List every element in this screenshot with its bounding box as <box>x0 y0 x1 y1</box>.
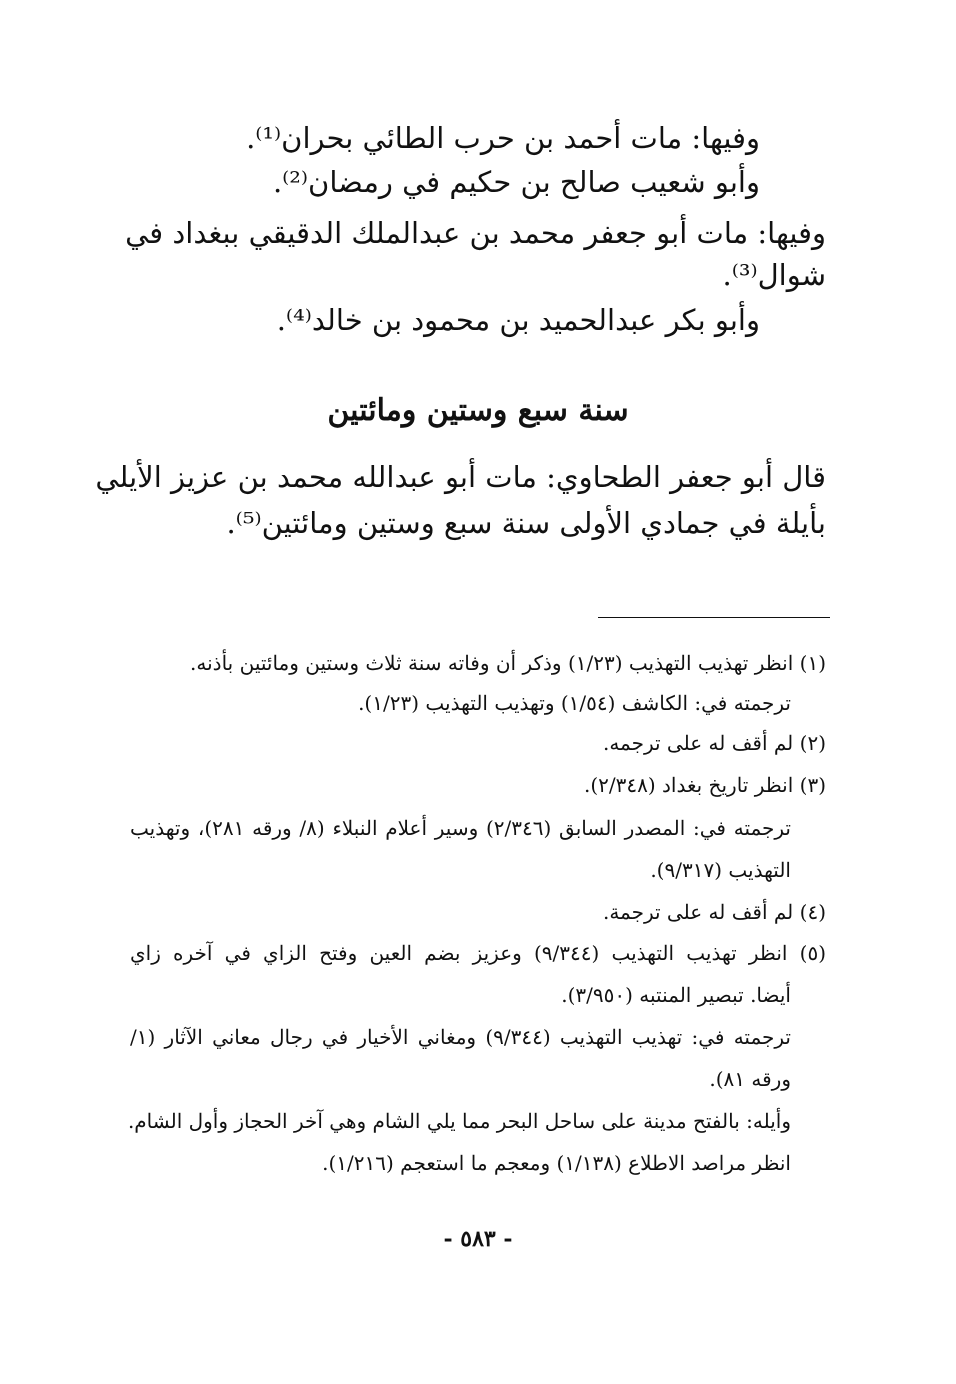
footnote-line: (٢) لم أقف له على ترجمه. <box>602 731 826 755</box>
footnote-line: ترجمته في: الكاشف (١/٥٤) وتهذيب التهذيب (١/٢٣). <box>358 691 791 715</box>
body-line-3: وفيها: مات أبو جعفر محمد بن عبدالملك الدقيقي ببغداد في <box>125 216 826 250</box>
footnote-line: (٣) انظر تاريخ بغداد (٢/٣٤٨). <box>583 773 826 797</box>
footnote-line: التهذيب (٩/٣١٧). <box>650 858 791 882</box>
footnote-line: (٥) انظر تهذيب التهذيب (٩/٣٤٤) وعزيز بضم العين وفتح الزاي في آخره زاي <box>130 941 826 965</box>
section-line-2: بأيلة في جمادي الأولى سنة سبع وستين ومائتين⁽⁵⁾. <box>226 506 826 540</box>
body-line-5: وأبو بكر عبدالحميد بن محمود بن خالد⁽⁴⁾. <box>276 303 760 337</box>
footnote-line: ترجمته في: تهذيب التهذيب (٩/٣٤٤) ومغاني الأخيار في رجال معاني الآثار (١/ <box>130 1025 791 1049</box>
footnote-separator <box>598 617 830 618</box>
footnote-line: انظر مراصد الاطلاع (١/١٣٨) ومعجم ما استعجم (١/٢١٦). <box>322 1151 791 1175</box>
body-line-1: وفيها: مات أحمد بن حرب الطائي بحران⁽¹⁾. <box>246 121 760 155</box>
footnote-line: ورقه ٨١). <box>709 1067 791 1091</box>
footnote-line: (٤) لم أقف له على ترجمة. <box>602 900 826 924</box>
body-line-4: شوال⁽³⁾. <box>722 258 826 292</box>
body-line-2: وأبو شعيب صالح بن حكيم في رمضان⁽²⁾. <box>272 165 760 199</box>
section-heading: سنة سبع وستين ومائتين <box>327 393 629 428</box>
footnote-line: ترجمته في: المصدر السابق (٢/٣٤٦) وسير أعلام النبلاء (٨/ ورقه ٢٨١)، وتهذيب <box>130 816 792 840</box>
page-number: - ٥٨٣ - <box>443 1226 513 1252</box>
footnote-line: وأيله: بالفتح مدينة على ساحل البحر مما يلي الشام وهي آخر الحجاز وأول الشام. <box>127 1109 791 1133</box>
footnote-line: أيضا. تبصير المنتبه (٣/٩٥٠). <box>561 983 791 1007</box>
footnote-line: (١) انظر تهذيب التهذيب (١/٢٣) وذكر أن وفاته سنة ثلاث وستين ومائتين بأذنه. <box>190 651 826 675</box>
section-line-1: قال أبو جعفر الطحاوي: مات أبو عبدالله محمد بن عزيز الأيلي <box>95 460 826 494</box>
